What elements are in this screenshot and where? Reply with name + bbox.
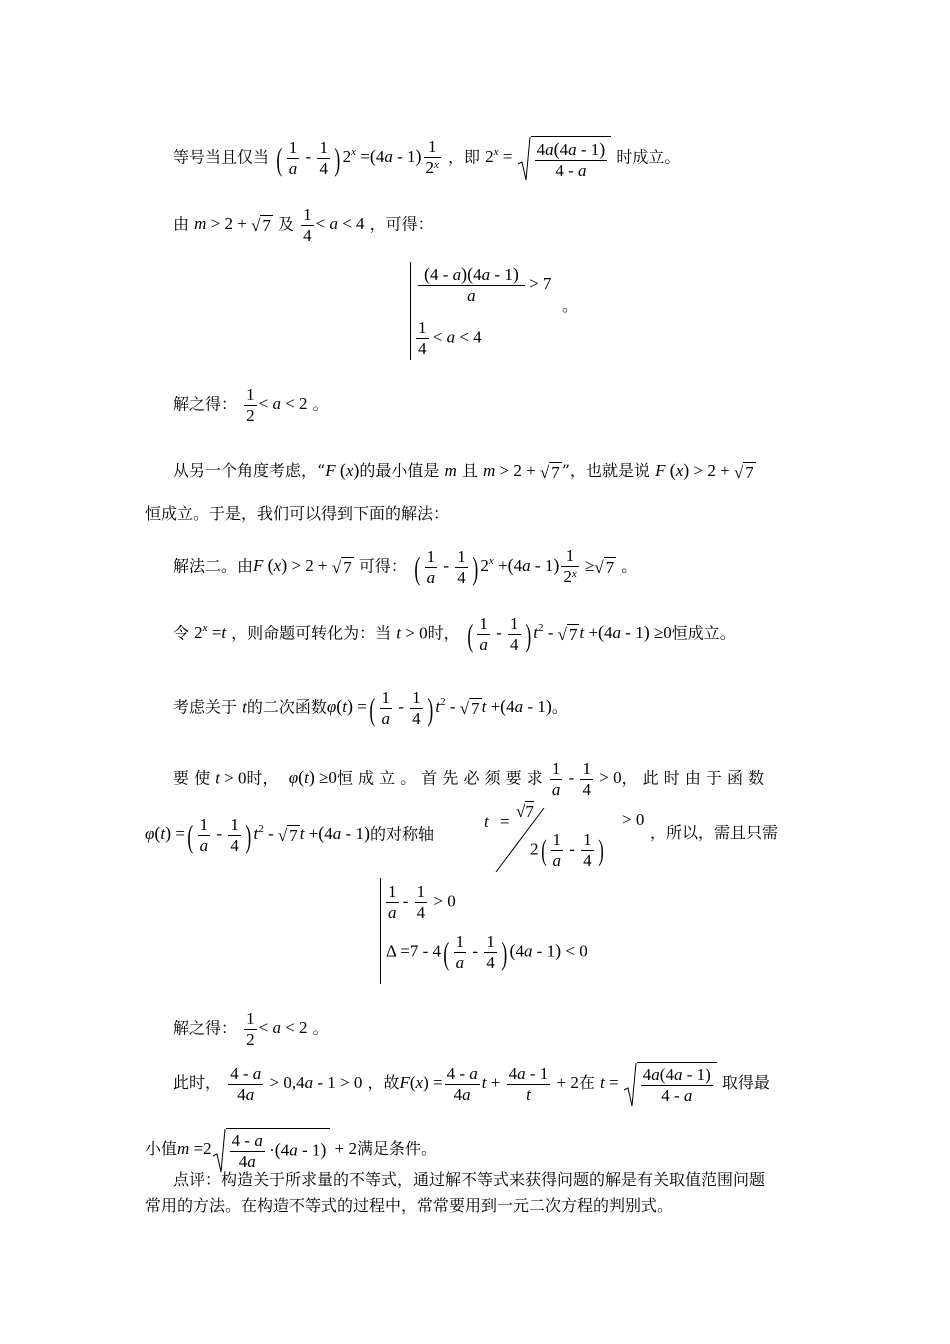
formula-phi-2: φ(t) =( $\frac{1}{a}$ - $\frac{1}{4}$ ) $t^2$ - √ 7 t +(4a - 1)	[145, 815, 370, 855]
formula-2x-root: $2^x$ = $\frac{4a(4a - 1)}{4 - a}$	[485, 147, 611, 166]
system1-row1: $\frac{(4 - a)(4a - 1)}{a}$ > 7	[418, 264, 551, 306]
substitution-line	[173, 614, 736, 655]
formula-m-gt: m > 2 + √ 7	[482, 461, 560, 482]
text-sol2-pre: 解之得：	[173, 1018, 238, 1038]
formula-r-phi: φ(t) ≥0	[288, 767, 337, 788]
text-equality-post: 时成立。	[616, 147, 681, 167]
formula-c-cond: $\frac{4 - a}{4a}$ > 0,4a - 1 > 0	[230, 1063, 363, 1104]
text-m2-mid: 可得：	[358, 556, 407, 576]
given-conditions-line	[173, 205, 434, 246]
document-page: 等号当且仅当 ( $\frac{1}{a}$ - $\frac{1}{4}$ ) $2^x =(4a - 1)$ $\frac{1}{2^x}$ ，即 $2^x$ = $\frac{4a(4a - 1)}{4 - a}$ 时成立。 由 m > 2 + √ 7 及 $\frac{1}{4}$ < a < 4 ，可得： $\frac{(4 - a)(4a - 1)}{a}$ > 7 。 $\frac{1}{4}$ < a < 4 解之得： $\frac{1}{2}$ < a < 2 。 从另一个角度考虑，“F (x)的最小值是 m 且 m > 2 + √ 7 ”，也就是说 F (x) > 2 + √ 7 恒成立。于是，我们可以得到下面的解法： 解法二。由F (x) > 2 + √ 7 可得： ( $\frac{1}{a}$ - $\frac{1}{4}$ ) $2^x +(4a - 1)$ $\frac{1}{2^x}$ ≥√ 7 。 令 $2^x =t$ ，则命题可转化为：当 t > 0时， ( $\frac{1}{a}$ - $\frac{1}{4}$ ) $t^2$ - √ 7 t +(4a - 1) ≥0恒成立。 考虑关于 t的二次函数φ(t) =( $\frac{1}{a}$ - $\frac{1}{4}$ ) $t^2$ - √ 7 t +(4a - 1)。 要 使 t > 0时， φ(t) ≥0恒 成 立 。 首 先 必 须 要 求 $\frac{1}{a}$ - $\frac{1}{4}$ > 0， 此 时 由 于 函 数 φ(t) =( $\frac{1}{a}$ - $\frac{1}{4}$ ) $t^2$ - √ 7 t +(4a - 1)的对称轴 t = √7 2( $\frac{1}{a}$ - $\frac{1}{4}$ ) > 0 ，所以，需且只需 $\frac{1}{a}$ - $\frac{1}{4}$ > 0 Δ =7 - 4( $\frac{1}{a}$ - $\frac{1}{4}$ ) (4a - 1) < 0 解之得： $\frac{1}{2}$ < a < 2 。 此时， $\frac{4 - a}{4a}$ > 0,4a - 1 > 0 ，故F(x) = $\frac{4 - a}{4a}$ t + $\frac{4a - 1}{t}$ + 2在 t = $\frac{4a(4a - 1)}{4 - a}$ 取得最 小值m =2 $\frac{4 - a}{4a}$ ·(4a - 1) + 2满足条件。 点评：构造关于所求量的不等式，通过解不等式来获得问题的解是有关取值范围问题 常用的方法。在构造不等式的过程中，常常要用到一元二次方程的判别式。	[145, 137, 779, 1215]
formula-t: t	[242, 697, 247, 717]
text-p2-b: 的最小值是	[359, 461, 440, 480]
text-c-pre: 此时，	[173, 1072, 222, 1092]
text-r-d: ， 此 时 由 于 函 数	[621, 768, 765, 788]
formula-m2-ineq: ( $\frac{1}{a}$ - $\frac{1}{4}$ ) $2^x +(4a - 1)$ $\frac{1}{2^x}$ ≥√ 7	[414, 546, 615, 587]
text-p2-d: ”，也就是说	[561, 461, 650, 480]
text-q-mid: 的二次函数	[246, 697, 327, 717]
text-r2-post: ，所以，需且只需	[650, 823, 779, 842]
text-sub-mid2: 时，	[427, 623, 460, 643]
formula-min-value: m =2 $\frac{4 - a}{4a}$ ·(4a - 1) + 2	[177, 1139, 357, 1158]
text-given-mid: 及	[278, 214, 295, 234]
method2-line	[173, 546, 637, 589]
equality-condition-line	[173, 136, 680, 181]
text-c-mid2: 在	[578, 1072, 595, 1092]
formula-sol2: $\frac{1}{2}$ < a < 2	[246, 1009, 308, 1049]
formula-r-coef: $\frac{1}{a}$ - $\frac{1}{4}$ > 0	[551, 759, 622, 799]
text-m2-post: 。	[621, 556, 638, 576]
solution-line-1	[173, 385, 329, 426]
formula-Fx: F (x)	[325, 460, 360, 480]
text-q-pre: 考虑关于	[173, 697, 238, 717]
text-p2-e: 恒成立。于是，我们可以得到下面的解法：	[145, 504, 450, 523]
formula-m2-cond: F (x) > 2 + √ 7	[253, 555, 352, 577]
text-p2-c: 且	[461, 461, 478, 480]
formula-r-t: t > 0	[215, 768, 247, 788]
system1-period: 。	[562, 296, 579, 315]
system2-row1: $\frac{1}{a}$ - $\frac{1}{4}$ > 0	[388, 882, 456, 922]
text-sol2-post: 。	[312, 1018, 329, 1038]
text-r-b: 时，	[246, 768, 279, 788]
system2-row2: Δ =7 - 4( $\frac{1}{a}$ - $\frac{1}{4}$ ) (4a - 1) < 0	[386, 932, 588, 972]
system-brace-2	[380, 878, 381, 984]
text-r-c: 恒 成 立 。 首 先 必 须 要 求	[336, 768, 543, 788]
requirement-line	[173, 759, 764, 800]
formula-2x-t: $2^x =t$	[194, 622, 227, 643]
text-equality-pre: 等号当且仅当	[173, 147, 270, 167]
text-sub-mid: ，则命题可转化为：当	[231, 623, 392, 643]
text-c2-pre: 小值	[145, 1138, 178, 1158]
text-given-post: ，可得：	[369, 214, 434, 234]
conclusion-line	[173, 1062, 770, 1106]
formula-t-gt0: t > 0	[396, 623, 428, 643]
text-m2-pre: 解法二。由	[173, 556, 254, 576]
formula-c-t: t = $\frac{4a(4a - 1)}{4 - a}$	[600, 1073, 717, 1092]
text-sol1-pre: 解之得：	[173, 394, 238, 414]
min-value-line	[145, 1128, 437, 1172]
comment-line-1: 点评：构造关于所求量的不等式，通过解不等式来获得问题的解是有关取值范围问题	[173, 1170, 766, 1189]
formula-m-condition: m > 2 + √ 7	[194, 214, 271, 235]
text-sub-post: 恒成立。	[671, 623, 736, 643]
text-given-pre: 由	[173, 214, 190, 234]
formula-quadratic-ineq: ( $\frac{1}{a}$ - $\frac{1}{4}$ ) $t^2$ - √ 7 t +(4a - 1) ≥0	[467, 614, 672, 654]
quadratic-function-line	[173, 688, 568, 729]
text-sub-pre: 令	[173, 623, 190, 643]
comment-line-2: 常用的方法。在构造不等式的过程中，常常要用到一元二次方程的判别式。	[145, 1196, 674, 1215]
system1-row2: $\frac{1}{4}$ < a < 4	[418, 318, 482, 358]
text-sol1-post: 。	[312, 394, 329, 414]
text-q-post: 。	[551, 697, 568, 717]
text-p2-a: 从另一个角度考虑，“	[173, 461, 326, 480]
system-brace-1	[410, 262, 411, 360]
text-r-a: 要 使	[173, 768, 211, 788]
formula-a-range: $\frac{1}{4}$ < a < 4	[303, 205, 365, 245]
formula-sol1: $\frac{1}{2}$ < a < 2	[246, 385, 308, 425]
formula-c-F: F(x) = $\frac{4 - a}{4a}$ t + $\frac{4a - 1}{t}$ + 2	[399, 1063, 579, 1104]
text-c-post: 取得最	[721, 1072, 770, 1092]
text-c-mid: ，故	[367, 1072, 400, 1092]
formula-Fx-gt: F (x) > 2 + √ 7	[655, 460, 754, 482]
text-equality-mid: ，即	[447, 147, 480, 167]
text-c2-post: 满足条件。	[357, 1138, 438, 1158]
text-r2-mid: 的对称轴	[369, 824, 434, 844]
formula-equality: ( $\frac{1}{a}$ - $\frac{1}{4}$ ) $2^x =(4a - 1)$ $\frac{1}{2^x}$	[276, 137, 439, 178]
formula-m: m	[444, 461, 457, 480]
axis-line	[145, 815, 434, 856]
solution-line-2	[173, 1009, 329, 1050]
perspective-line	[173, 460, 756, 483]
formula-phi: φ(t) =( $\frac{1}{a}$ - $\frac{1}{4}$ ) $t^2$ - √ 7 t +(4a - 1)	[326, 688, 552, 728]
